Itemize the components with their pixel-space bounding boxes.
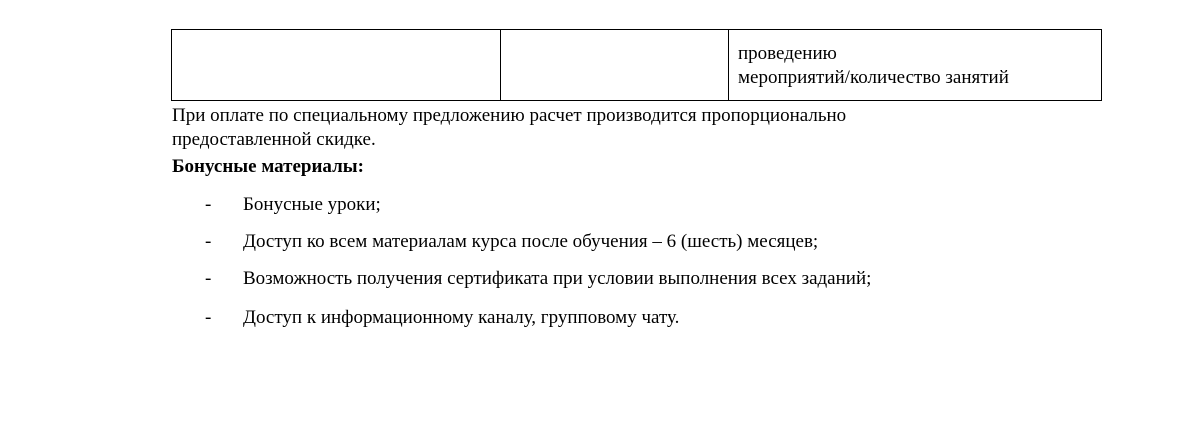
list-item-text: Бонусные уроки; (243, 194, 381, 215)
list-item-text: Доступ ко всем материалам курса после обучения – 6 (шесть) месяцев; (243, 231, 819, 252)
list-item-text: Доступ к информационному каналу, групповому чату. (243, 307, 680, 328)
table-cell-1 (172, 30, 501, 101)
list-item-text: Возможность получения сертификата при условии выполнения всех заданий; (243, 268, 872, 289)
list-bullet: - (205, 194, 212, 215)
table-cell-3-line-1: проведению (738, 43, 837, 64)
list-bullet: - (205, 268, 212, 289)
bonus-materials-heading: Бонусные материалы: (172, 156, 364, 177)
table-cell-3 (729, 30, 1102, 101)
table-cell-3-text (729, 30, 1101, 90)
discount-paragraph-line-1: При оплате по специальному предложению расчет производится пропорционально (172, 105, 847, 126)
table-cell-3-line-2: мероприятий/количество занятий (738, 67, 1009, 88)
list-bullet: - (205, 307, 212, 328)
table-cell-2 (501, 30, 729, 101)
pricing-table (171, 29, 1102, 101)
table-row (172, 30, 1102, 101)
list-bullet: - (205, 231, 212, 252)
discount-paragraph-line-2: предоставленной скидке. (172, 129, 376, 150)
